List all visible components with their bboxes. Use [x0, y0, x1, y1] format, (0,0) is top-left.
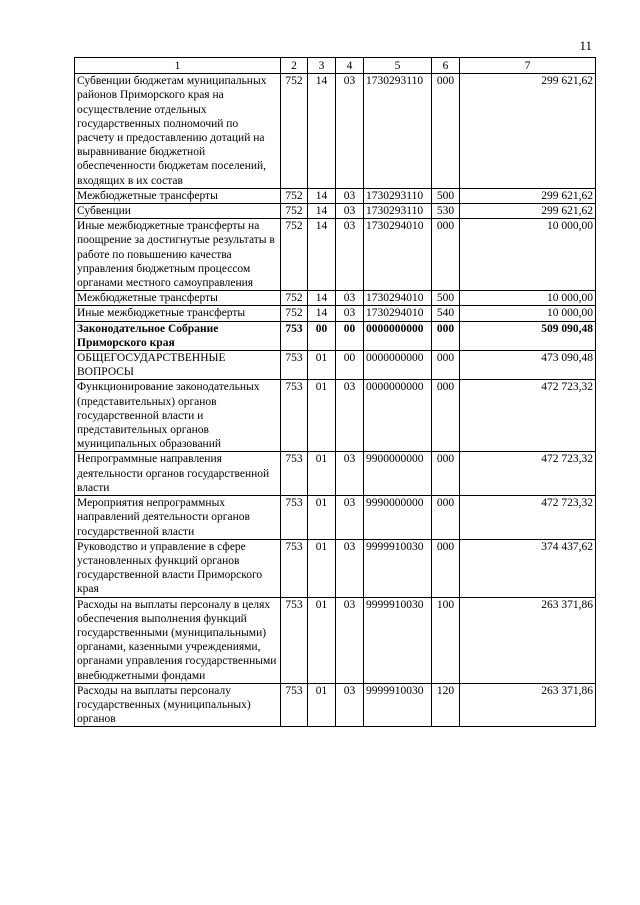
row-subsection: 03: [336, 597, 364, 683]
row-target-article: 1730293110: [364, 188, 432, 203]
table-row: [75, 321, 596, 350]
column-header: 3: [308, 58, 336, 74]
row-amount: 10 000,00: [460, 219, 596, 291]
row-ministry-code: 753: [281, 351, 308, 380]
page-number: 11: [579, 38, 592, 53]
row-amount: 374 437,62: [460, 539, 596, 597]
row-ministry-code: 753: [281, 683, 308, 727]
row-expense-type: 530: [432, 204, 460, 219]
row-amount: 263 371,86: [460, 683, 596, 727]
table-row: [75, 219, 596, 291]
row-ministry-code: 752: [281, 306, 308, 321]
row-subsection: 03: [336, 219, 364, 291]
row-subsection: 03: [336, 539, 364, 597]
row-target-article: 9999910030: [364, 539, 432, 597]
row-name: Непрограммные направления деятельности органов государственной власти: [75, 452, 281, 496]
row-section: 14: [308, 188, 336, 203]
row-expense-type: 500: [432, 188, 460, 203]
row-subsection: 03: [336, 188, 364, 203]
row-amount: 472 723,32: [460, 452, 596, 496]
row-ministry-code: 753: [281, 321, 308, 350]
table-row: [75, 380, 596, 452]
row-expense-type: 000: [432, 539, 460, 597]
row-section: 14: [308, 204, 336, 219]
row-name: Субвенции бюджетам муниципальных районов Приморского края на осуществление отдельных государственных полномочий по расчету и предоставлению дотаций на выравнивание бюджетной обеспеченности бюджетам поселений, входящих в их состав: [75, 74, 281, 189]
table-row: [75, 74, 596, 189]
row-ministry-code: 753: [281, 380, 308, 452]
table-header-row: [75, 58, 596, 74]
row-ministry-code: 752: [281, 291, 308, 306]
table-row: [75, 539, 596, 597]
row-amount: 299 621,62: [460, 188, 596, 203]
row-name: Иные межбюджетные трансферты: [75, 306, 281, 321]
column-header: 4: [336, 58, 364, 74]
row-expense-type: 120: [432, 683, 460, 727]
table-row: [75, 306, 596, 321]
row-ministry-code: 753: [281, 539, 308, 597]
table-row: [75, 291, 596, 306]
row-amount: 10 000,00: [460, 291, 596, 306]
row-section: 01: [308, 380, 336, 452]
row-amount: 472 723,32: [460, 380, 596, 452]
row-section: 14: [308, 219, 336, 291]
column-header: 6: [432, 58, 460, 74]
row-subsection: 03: [336, 683, 364, 727]
row-section: 00: [308, 321, 336, 350]
row-name: Функционирование законодательных (представительных) органов государственной власти и представительных органов муниципальных образований: [75, 380, 281, 452]
row-ministry-code: 752: [281, 188, 308, 203]
row-subsection: 03: [336, 452, 364, 496]
row-section: 14: [308, 291, 336, 306]
table-row: [75, 597, 596, 683]
row-target-article: 0000000000: [364, 380, 432, 452]
row-name: Межбюджетные трансферты: [75, 188, 281, 203]
table-row: [75, 683, 596, 727]
row-name: Иные межбюджетные трансферты на поощрение за достигнутые результаты в работе по повышению качества управления бюджетным процессом органами местного самоуправления: [75, 219, 281, 291]
row-target-article: 1730294010: [364, 291, 432, 306]
row-target-article: 9900000000: [364, 452, 432, 496]
row-section: 01: [308, 539, 336, 597]
row-subsection: 03: [336, 496, 364, 540]
table-row: [75, 496, 596, 540]
row-section: 01: [308, 597, 336, 683]
row-section: 14: [308, 74, 336, 189]
row-amount: 10 000,00: [460, 306, 596, 321]
row-name: Руководство и управление в сфере установленных функций органов государственной власти Приморского края: [75, 539, 281, 597]
row-expense-type: 000: [432, 351, 460, 380]
row-amount: 299 621,62: [460, 74, 596, 189]
row-subsection: 00: [336, 321, 364, 350]
row-section: 01: [308, 496, 336, 540]
row-target-article: 9999910030: [364, 683, 432, 727]
row-name: Расходы на выплаты персоналу государственных (муниципальных) органов: [75, 683, 281, 727]
row-target-article: 0000000000: [364, 321, 432, 350]
row-target-article: 9999910030: [364, 597, 432, 683]
row-amount: 299 621,62: [460, 204, 596, 219]
row-section: 01: [308, 351, 336, 380]
row-expense-type: 100: [432, 597, 460, 683]
row-amount: 473 090,48: [460, 351, 596, 380]
row-expense-type: 000: [432, 496, 460, 540]
budget-table: [74, 57, 596, 727]
row-target-article: 1730293110: [364, 74, 432, 189]
row-amount: 509 090,48: [460, 321, 596, 350]
row-target-article: 1730294010: [364, 306, 432, 321]
row-ministry-code: 753: [281, 452, 308, 496]
row-expense-type: 540: [432, 306, 460, 321]
row-ministry-code: 752: [281, 204, 308, 219]
row-target-article: 0000000000: [364, 351, 432, 380]
row-name: Законодательное Собрание Приморского края: [75, 321, 281, 350]
row-subsection: 03: [336, 291, 364, 306]
row-target-article: 9990000000: [364, 496, 432, 540]
row-name: Мероприятия непрограммных направлений деятельности органов государственной власти: [75, 496, 281, 540]
row-name: Межбюджетные трансферты: [75, 291, 281, 306]
row-expense-type: 000: [432, 321, 460, 350]
row-section: 01: [308, 452, 336, 496]
row-target-article: 1730294010: [364, 219, 432, 291]
row-subsection: 03: [336, 306, 364, 321]
row-name: ОБЩЕГОСУДАРСТВЕННЫЕ ВОПРОСЫ: [75, 351, 281, 380]
column-header: 1: [75, 58, 281, 74]
table-row: [75, 204, 596, 219]
row-subsection: 03: [336, 380, 364, 452]
row-amount: 472 723,32: [460, 496, 596, 540]
row-expense-type: 500: [432, 291, 460, 306]
column-header: 5: [364, 58, 432, 74]
row-expense-type: 000: [432, 74, 460, 189]
row-subsection: 00: [336, 351, 364, 380]
row-name: Расходы на выплаты персоналу в целях обеспечения выполнения функций государственными (муниципальными) органами, казенными учреждениями, органами управления государственными внебюджетными фондами: [75, 597, 281, 683]
row-ministry-code: 752: [281, 219, 308, 291]
row-subsection: 03: [336, 204, 364, 219]
row-ministry-code: 753: [281, 597, 308, 683]
table-row: [75, 188, 596, 203]
table-row: [75, 452, 596, 496]
row-section: 01: [308, 683, 336, 727]
row-ministry-code: 752: [281, 74, 308, 189]
row-subsection: 03: [336, 74, 364, 189]
column-header: 7: [460, 58, 596, 74]
row-amount: 263 371,86: [460, 597, 596, 683]
row-expense-type: 000: [432, 219, 460, 291]
row-name: Субвенции: [75, 204, 281, 219]
row-target-article: 1730293110: [364, 204, 432, 219]
row-section: 14: [308, 306, 336, 321]
row-ministry-code: 753: [281, 496, 308, 540]
column-header: 2: [281, 58, 308, 74]
row-expense-type: 000: [432, 452, 460, 496]
table-row: [75, 351, 596, 380]
row-expense-type: 000: [432, 380, 460, 452]
